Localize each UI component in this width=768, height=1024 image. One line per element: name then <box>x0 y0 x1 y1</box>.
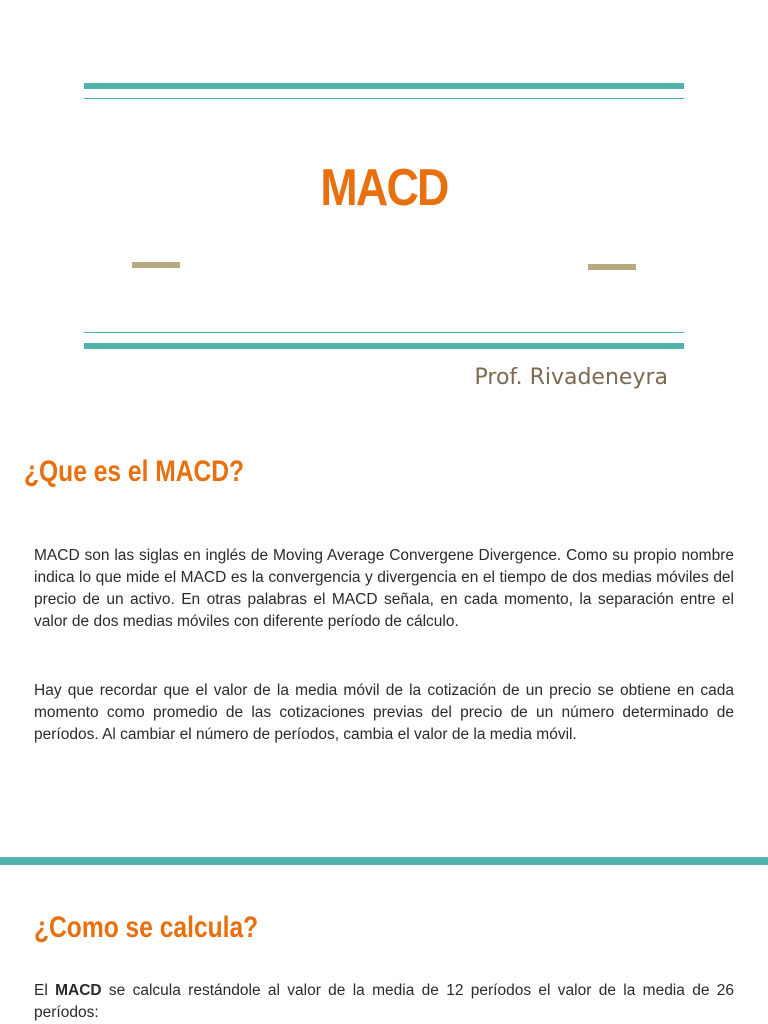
left-accent-dash <box>132 262 180 268</box>
slide-title: MACD <box>320 159 448 217</box>
slide-divider <box>0 857 768 865</box>
calc-bold-term: MACD <box>55 982 102 999</box>
author-name: Prof. Rivadeneyra <box>474 365 668 390</box>
bottom-thick-rule <box>84 343 684 349</box>
section-heading-how-calculated: ¿Como se calcula? <box>34 911 259 944</box>
bottom-thin-rule <box>84 332 684 333</box>
top-thin-rule <box>84 98 684 99</box>
right-accent-dash <box>588 264 636 270</box>
paragraph-moving-average: Hay que recordar que el valor de la media móvil de la cotización de un precio se obtiene en cada momento como promedio de las cotizaciones previas del precio de un número determinado de períodos. Al cambiar el número de períodos, cambia el valor de la media móvil. <box>34 682 734 743</box>
top-thick-rule <box>84 83 684 89</box>
section-heading-what-is: ¿Que es el MACD? <box>24 455 245 488</box>
calc-rest: se calcula restándole al valor de la media de 12 períodos el valor de la media de 26 períodos: <box>34 982 734 1021</box>
calc-prefix: El <box>34 982 56 999</box>
paragraph-definition: MACD son las siglas en inglés de Moving Average Convergene Divergence. Como su propio nombre indica lo que mide el MACD es la convergencia y divergencia en el tiempo de dos medias móviles del precio de un activo. En otras palabras el MACD señala, en cada momento, la separación entre el valor de dos medias móviles con diferente período de cálculo. <box>34 547 734 630</box>
paragraph-calculation <box>34 980 734 1024</box>
